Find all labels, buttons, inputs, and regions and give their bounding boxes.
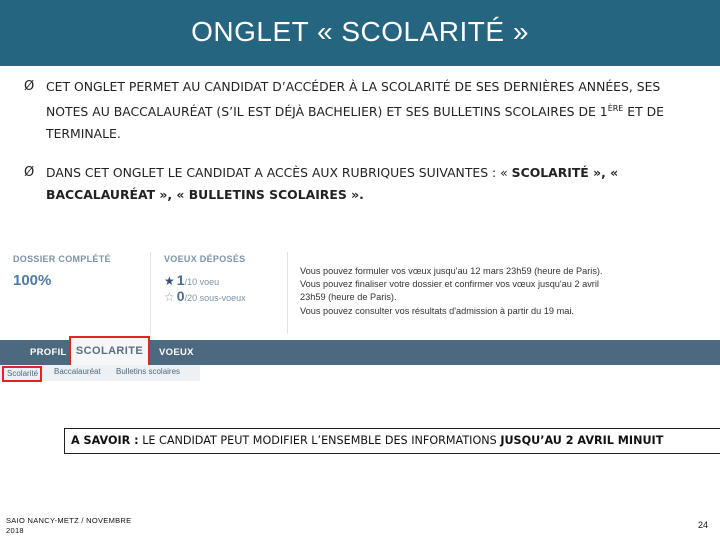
sous-voeux-total: /20 sous-voeux bbox=[184, 293, 246, 303]
page-number: 24 bbox=[698, 520, 709, 530]
info-line: Vous pouvez finaliser votre dossier et confirmer vos vœux jusqu'au 2 avril bbox=[300, 279, 599, 290]
tab-scolarite[interactable]: SCOLARITE bbox=[69, 336, 150, 368]
bullet-1-text bbox=[46, 76, 706, 145]
footer-line-2: 2018 bbox=[6, 526, 24, 535]
note-lead: A SAVOIR : bbox=[71, 434, 139, 447]
info-text bbox=[300, 265, 710, 318]
bullet-2-end: ». bbox=[346, 187, 364, 202]
main-nav bbox=[0, 340, 720, 365]
arrow-bullet-icon: Ø bbox=[24, 79, 35, 94]
bullet-1 bbox=[24, 76, 704, 146]
arrow-bullet-icon: Ø bbox=[24, 165, 35, 180]
bullet-1-end: ET DE TERMINALE. bbox=[46, 104, 665, 142]
separator: », « bbox=[588, 165, 619, 180]
subtab-scolarite[interactable]: Scolarité bbox=[2, 366, 42, 382]
rubrique-bulletins: BULLETINS SCOLAIRES bbox=[188, 187, 347, 202]
sous-voeux-count: 0 bbox=[176, 288, 185, 304]
note-deadline: JUSQU’AU 2 AVRIL MINUIT bbox=[500, 434, 664, 447]
tab-profil[interactable]: PROFIL bbox=[30, 347, 67, 358]
subtab-baccalaureat[interactable]: Baccalauréat bbox=[54, 367, 101, 376]
star-outline-icon: ☆ bbox=[164, 290, 175, 304]
title-bar bbox=[0, 0, 720, 66]
dossier-value: 100% bbox=[13, 272, 52, 289]
divider bbox=[150, 252, 151, 334]
separator: », « bbox=[155, 187, 189, 202]
bullet-1-main: CET ONGLET PERMET AU CANDIDAT D’ACCÉDER À LA SCOLARITÉ DE SES DERNIÈRES ANNÉES, SES NOTES AU BACCALAURÉAT (S’IL EST DÉJÀ BACHELIER) ET SES BULLETINS SCOLAIRES DE 1 bbox=[46, 79, 661, 120]
rubrique-scolarite: SCOLARITÉ bbox=[511, 165, 589, 180]
app-screenshot bbox=[0, 244, 720, 384]
bullet-2-text bbox=[46, 162, 706, 206]
info-line: 23h59 (heure de Paris). bbox=[300, 292, 397, 303]
bullet-2 bbox=[24, 162, 704, 208]
note-box bbox=[64, 428, 720, 454]
footer-line-1: SAIO NANCY-METZ / NOVEMBRE bbox=[6, 516, 132, 525]
slide-title: ONGLET « SCOLARITÉ » bbox=[191, 16, 529, 47]
info-line: Vous pouvez consulter vos résultats d'admission à partir du 19 mai. bbox=[300, 305, 574, 316]
bullet-1-sup: ÈRE bbox=[607, 104, 624, 113]
tab-voeux[interactable]: VOEUX bbox=[159, 347, 194, 358]
sous-voeux-row bbox=[164, 288, 246, 304]
subtab-bulletins[interactable]: Bulletins scolaires bbox=[116, 367, 181, 376]
voeux-label: VOEUX DÉPOSÉS bbox=[164, 254, 246, 264]
footer-source bbox=[6, 516, 131, 536]
bullet-2-main: DANS CET ONGLET LE CANDIDAT A ACCÈS AUX RUBRIQUES SUIVANTES : « bbox=[46, 165, 512, 180]
star-filled-icon: ★ bbox=[164, 274, 175, 288]
sub-nav bbox=[0, 365, 200, 381]
info-line: Vous pouvez formuler vos vœux jusqu'au 12 mars 23h59 (heure de Paris). bbox=[300, 266, 603, 276]
voeux-total: /10 voeu bbox=[184, 277, 220, 287]
voeux-count-row bbox=[164, 272, 219, 288]
rubrique-bac: BACCALAURÉAT bbox=[46, 187, 156, 202]
dossier-label: DOSSIER COMPLÉTÉ bbox=[13, 254, 111, 264]
divider bbox=[287, 252, 288, 334]
note-text: LE CANDIDAT PEUT MODIFIER L’ENSEMBLE DES INFORMATIONS bbox=[138, 434, 501, 447]
voeux-count: 1 bbox=[176, 272, 185, 288]
